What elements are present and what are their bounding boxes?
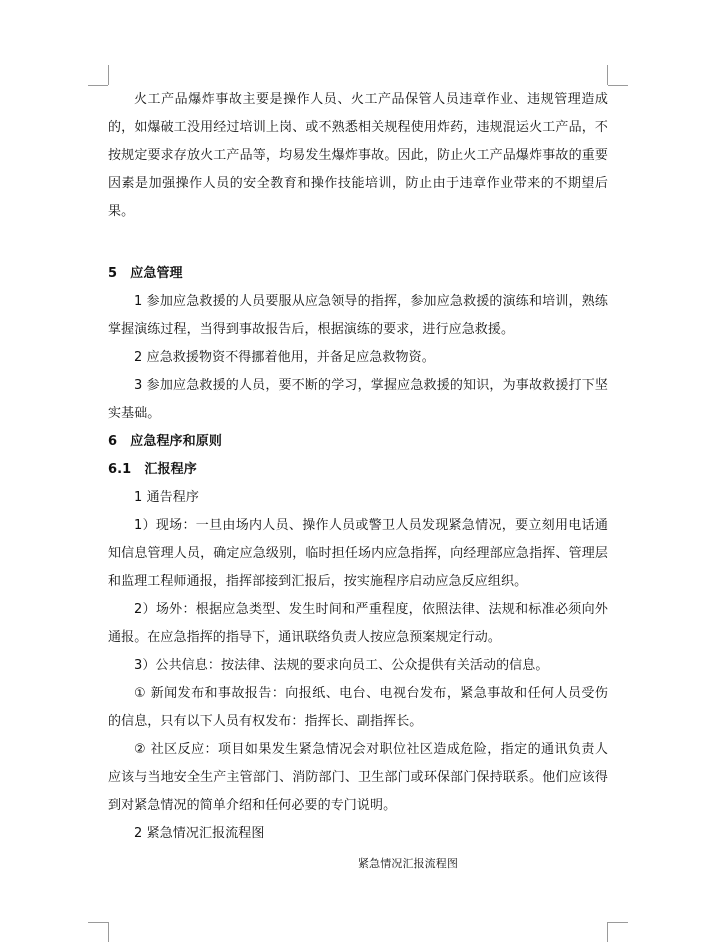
intro-paragraph: 火工产品爆炸事故主要是操作人员、火工产品保管人员违章作业、违规管理造成的，如爆破工没用经过培训上岗、或不熟悉相关规程使用炸药，违规混运火工产品，不按规定要求存放火工产品等，均易发生爆炸事故。因此，防止火工产品爆炸事故的重要因素是加强操作人员的安全教育和操作技能培训，防止由于违章作业带来的不期望后果。 [108,92,608,219]
section-5-heading: 5 应急管理 [108,266,183,281]
procedure-offsite: 2）场外：根据应急类型、发生时间和严重程度，依照法律、法规和标准必须向外通报。在应急指挥的指导下，通讯联络负责人按应急预案规定行动。 [108,602,608,645]
section-6-heading: 6 应急程序和原则 [108,434,222,449]
procedure-public-info: 3）公共信息：按法律、法规的要求向员工、公众提供有关活动的信息。 [134,658,549,673]
section-5-item-1: 1 参加应急救援的人员要服从应急领导的指挥，参加应急救援的演练和培训，熟练掌握演练过程，当得到事故报告后，根据演练的要求，进行应急救援。 [108,294,608,337]
public-info-news: ① 新闻发布和事故报告：向报纸、电台、电视台发布，紧急事故和任何人员受伤的信息，只有以下人员有权发布：指挥长、副指挥长。 [108,686,608,729]
section-5-item-3: 3 参加应急救援的人员，要不断的学习，掌握应急救援的知识，为事故救援打下坚实基础。 [108,378,608,421]
crop-mark-bottom-left-h [88,922,108,923]
procedure-onsite: 1）现场：一旦由场内人员、操作人员或警卫人员发现紧急情况，要立刻用电话通知信息管理人员，确定应急级别，临时担任场内应急指挥，向经理部应急指挥、管理层和监理工程师通报，指挥部接到汇报后，按实施程序启动应急反应组织。 [108,518,608,589]
flowchart-label: 2 紧急情况汇报流程图 [134,826,265,841]
crop-mark-bottom-left-v [108,922,109,942]
section-5-item-2: 2 应急救援物资不得挪着他用，并备足应急救物资。 [134,350,435,365]
flowchart-caption: 紧急情况汇报流程图 [358,857,458,870]
crop-mark-top-right-v [607,65,608,85]
document-body [108,86,608,874]
public-info-community: ② 社区反应：项目如果发生紧急情况会对职位社区造成危险，指定的通讯负责人应该与当地安全生产主管部门、消防部门、卫生部门或环保部门保持联系。他们应该得到对紧急情况的简单介绍和任何必要的专门说明。 [108,742,608,813]
crop-mark-bottom-right-h [608,922,628,923]
crop-mark-top-left-v [108,65,109,85]
crop-mark-bottom-right-v [607,922,608,942]
crop-mark-top-left-h [88,85,108,86]
notice-procedure-label: 1 通告程序 [134,490,200,505]
section-6-1-heading: 6.1 汇报程序 [108,462,197,477]
crop-mark-top-right-h [608,85,628,86]
